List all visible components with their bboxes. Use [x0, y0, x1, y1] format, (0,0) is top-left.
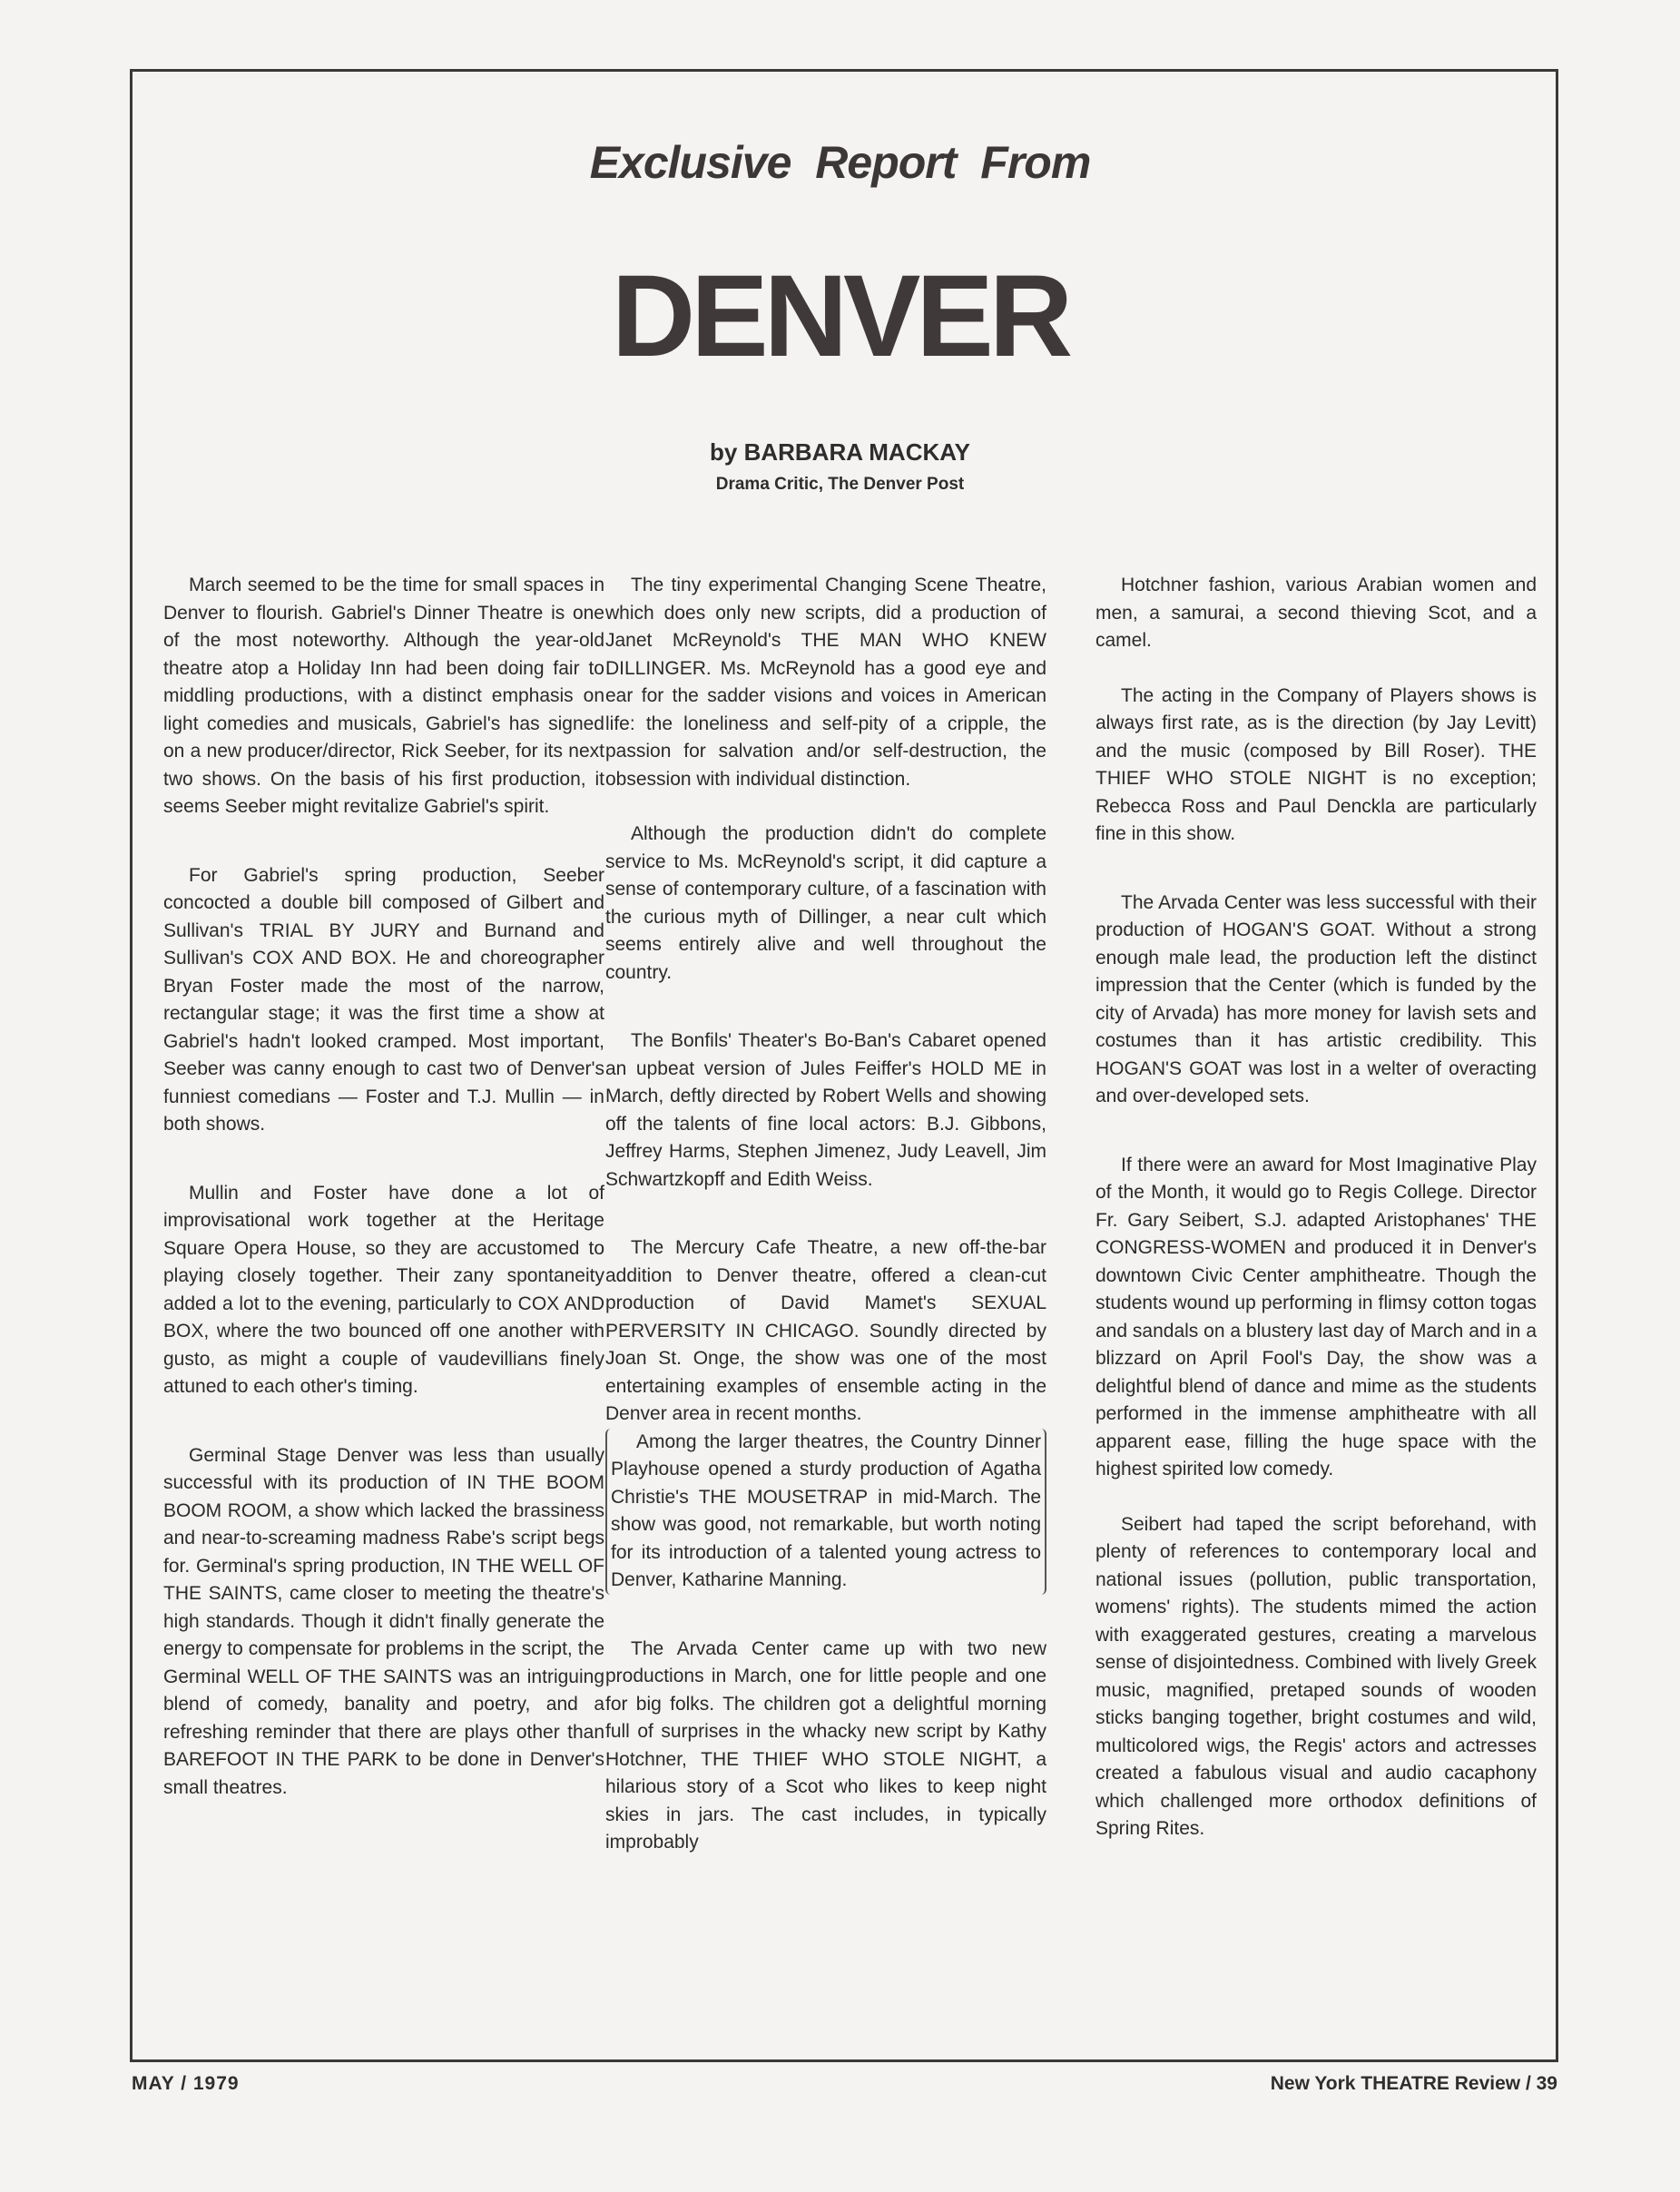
paragraph: Although the production didn't do complete service to Ms. McReynold's script, it did capture a sense of contemporary culture, of a fascination with the curious myth of Dillinger, a near cult which seems entirely alive and well throughout the country. — [605, 823, 1046, 983]
footer-date: MAY / 1979 — [132, 2073, 240, 2094]
paragraph: The Arvada Center came up with two new productions in March, one for little people and one for big folks. The children got a delightful morning full of surprises in the whacky new script by Kathy Hotchner, THE THIEF WHO STOLE NIGHT, a hilarious story of a Scot who likes to keep night skies in jars. The cast includes, in typically improbably — [605, 1637, 1046, 1853]
paragraph: Seibert had taped the script beforehand, with plenty of references to contemporary local and national issues (pollution, public transportation, womens' rights). The students mimed the action with exaggerated gestures, creating a marvelous sense of disjointedness. Combined with lively Greek music, magnified, pretaped sounds of wooden sticks banging together, bright costumes and wild, multicolored wigs, the Regis' actors and actresses created a fabulous visual and audio cacaphony which challenged more orthodox definitions of Spring Rites. — [1095, 1513, 1537, 1839]
footer-publication: New York THEATRE Review / 39 — [1270, 2073, 1557, 2094]
paragraph: The Mercury Cafe Theatre, a new off-the-bar addition to Denver theatre, offered a clean-cut production of David Mamet's SEXUAL PERVERSITY IN CHICAGO. Soundly directed by Joan St. Onge, the show was one of the most entertaining examples of ensemble acting in the Denver area in recent months. — [605, 1237, 1046, 1424]
article-column-2 — [605, 572, 1046, 1884]
byline: by BARBARA MACKAY — [710, 438, 970, 466]
kicker-heading: Exclusive Report From — [589, 137, 1091, 188]
byline-role: Drama Critic, The Denver Post — [715, 475, 965, 494]
paragraph: If there were an award for Most Imaginative Play of the Month, it would go to Regis College. Director Fr. Gary Seibert, S.J. adapted Aristophanes' THE CONGRESS-WOMEN and produced it in Denver's downtown Civic Center amphitheatre. Though the students wound up performing in flimsy cotton togas and sandals on a blustery last day of March and in a blizzard on April Fool's Day, the show was a delightful blend of dance and mime as the students performed in the immense amphitheatre with all apparent ease, filling the huge space with the highest spirited low comedy. — [1095, 1154, 1537, 1479]
paragraph: March seemed to be the time for small spaces in Denver to flourish. Gabriel's Dinner Theatre is one of the most noteworthy. Although the year-old theatre atop a Holiday Inn had been doing fair to middling productions, with a distinct emphasis on light comedies and musicals, Gabriel's has signed on a new producer/director, Rick Seeber, for its next two shows. On the basis of his first production, it seems Seeber might revitalize Gabriel's spirit. — [163, 575, 604, 817]
paragraph: The Bonfils' Theater's Bo-Ban's Cabaret opened an upbeat version of Jules Feiffer's HOLD ME in March, deftly directed by Robert Wells and showing off the talents of fine local actors: B.J. Gibbons, Jeffrey Harms, Stephen Jimenez, Judy Leavell, Jim Schwartzkopff and Edith Weiss. — [605, 1030, 1046, 1190]
paragraph: Germinal Stage Denver was less than usually successful with its production of IN THE BOOM BOOM ROOM, a show which lacked the brassiness and near-to-screaming madness Rabe's script begs for. Germinal's spring production, IN THE WELL OF THE SAINTS, came closer to meeting the theatre's high standards. Though it didn't finally generate the energy to compensate for problems in the script, the Germinal WELL OF THE SAINTS was an intriguing blend of comedy, banality and poetry, and a refreshing reminder that there are plays other than BAREFOOT IN THE PARK to be done in Denver's small theatres. — [163, 1444, 604, 1798]
paragraph: Mullin and Foster have done a lot of improvisational work together at the Heritage Square Opera House, so they are accustomed to playing closely together. Their zany spontaneity added a lot to the evening, particularly to COX AND BOX, where the two bounced off one another with gusto, as might a couple of vaudevillians finely attuned to each other's timing. — [163, 1182, 604, 1397]
paragraph: Hotchner fashion, various Arabian women and men, a samurai, a second thieving Scot, and a camel. — [1095, 575, 1537, 651]
article-column-3 — [1095, 572, 1537, 1871]
paragraph: The acting in the Company of Players shows is always first rate, as is the direction (by Jay Levitt) and the music (composed by Bill Roser). THE THIEF WHO STOLE NIGHT is no exception; Rebecca Ross and Paul Denckla are particularly fine in this show. — [1095, 684, 1537, 844]
paragraph: The Arvada Center was less successful with their production of HOGAN'S GOAT. Without a strong enough male lead, the production left the distinct impression that the Center (which is funded by the city of Arvada) has more money for lavish sets and costumes than it has artistic credibility. This HOGAN'S GOAT was lost in a welter of overacting and over-developed sets. — [1095, 891, 1537, 1106]
paragraph: The tiny experimental Changing Scene Theatre, which does only new scripts, did a production of Janet McReynold's THE MAN WHO KNEW DILLINGER. Ms. McReynold has a good eye and ear for the sadder visions and voices in American life: the loneliness and self-pity of a cripple, the passion for salvation and/or self-destruction, the obsession with individual distinction. — [605, 575, 1046, 790]
bracketed-paragraph: Among the larger theatres, the Country Dinner Playhouse opened a sturdy production of Agatha Christie's THE MOUSETRAP in mid-March. The show was good, not remarkable, but worth noting for its introduction of a talented young actress to Denver, Katharine Manning. — [605, 1429, 1046, 1595]
article-column-1 — [163, 572, 604, 1829]
page-title: DENVER — [611, 251, 1069, 381]
paragraph: For Gabriel's spring production, Seeber concocted a double bill composed of Gilbert and Sullivan's TRIAL BY JURY and Burnand and Sullivan's COX AND BOX. He and choreographer Bryan Foster made the most of the narrow, rectangular stage; it was the first time a show at Gabriel's hadn't looked cramped. Most important, Seeber was canny enough to cast two of Denver's funniest comedians — Foster and T.J. Mullin — in both shows. — [163, 864, 604, 1135]
